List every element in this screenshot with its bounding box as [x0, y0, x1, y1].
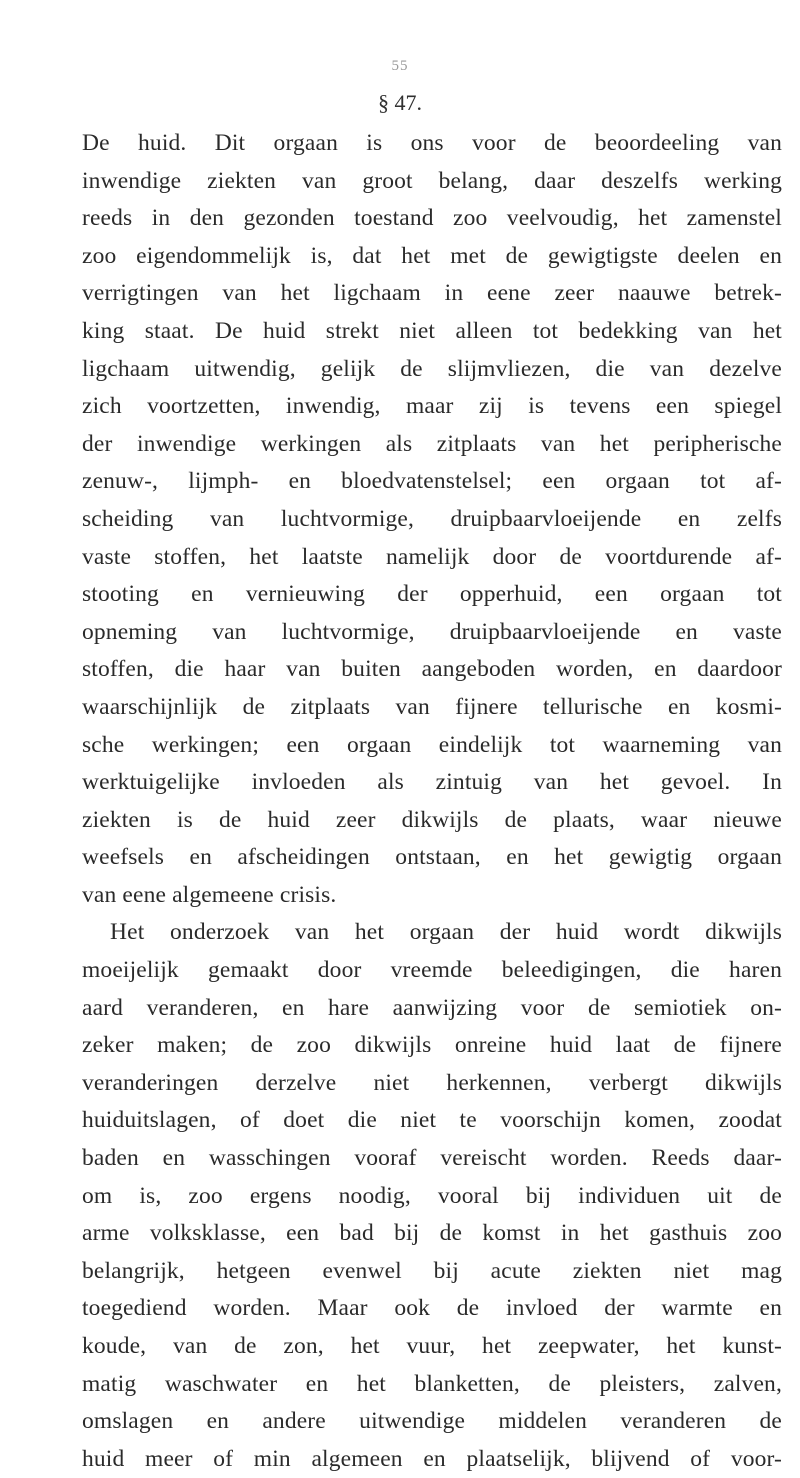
text-line: belangrijk, hetgeen evenwel bij acute ziekten niet mag: [82, 1257, 782, 1284]
text-line: ziekten is de huid zeer dikwijls de plaats, waar nieuwe: [82, 806, 782, 833]
text-line: zoo eigendommelijk is, dat het met de gewigtigste deelen en: [82, 242, 782, 269]
text-line: zeker maken; de zoo dikwijls onreine huid laat de fijnere: [82, 1032, 782, 1059]
text-line: van eene algemeene crisis.: [82, 881, 337, 908]
text-line: huid meer of min algemeen en plaatselijk, blijvend of voor-: [82, 1445, 782, 1472]
text-line: weefsels en afscheidingen ontstaan, en het gewigtig orgaan: [82, 844, 782, 871]
text-line: huiduitslagen, of doet die niet te voorschijn komen, zoodat: [82, 1107, 782, 1134]
text-line: werktuigelijke invloeden als zintuig van het gevoel. In: [82, 769, 782, 796]
text-line: scheiding van luchtvormige, druipbaarvloeijende en zelfs: [82, 505, 782, 532]
text-line: zich voortzetten, inwendig, maar zij is tevens een spiegel: [82, 393, 782, 420]
page-number: 55: [391, 58, 409, 74]
text-line: ligchaam uitwendig, gelijk de slijmvliezen, die van dezelve: [82, 355, 782, 382]
text-line: reeds in den gezonden toestand zoo veelvoudig, het zamenstel: [82, 205, 782, 232]
text-line: vaste stoffen, het laatste namelijk door de voortdurende af-: [82, 543, 782, 570]
text-line: matig waschwater en het blanketten, de pleisters, zalven,: [82, 1370, 782, 1397]
text-line: moeijelijk gemaakt door vreemde beleedigingen, die haren: [82, 957, 782, 984]
text-line: Het onderzoek van het orgaan der huid wordt dikwijls: [110, 919, 782, 946]
text-line: king staat. De huid strekt niet alleen tot bedekking van het: [82, 317, 782, 344]
text-line: waarschijnlijk de zitplaats van fijnere tellurische en kosmi-: [82, 693, 782, 720]
text-line: opneming van luchtvormige, druipbaarvloeijende en vaste: [82, 618, 782, 645]
text-line: sche werkingen; een orgaan eindelijk tot waarneming van: [82, 731, 782, 758]
text-line: om is, zoo ergens noodig, vooral bij individuen uit de: [82, 1182, 782, 1209]
text-line: zenuw-, lijmph- en bloedvatenstelsel; een orgaan tot af-: [82, 468, 782, 495]
text-line: koude, van de zon, het vuur, het zeepwater, het kunst-: [82, 1333, 782, 1359]
body-text: [82, 125, 782, 1478]
text-line: veranderingen derzelve niet herkennen, verbergt dikwijls: [82, 1069, 782, 1096]
text-line: verrigtingen van het ligchaam in eene zeer naauwe betrek-: [82, 280, 782, 307]
section-heading: § 47.: [378, 90, 422, 115]
text-line: toegediend worden. Maar ook de invloed der warmte en: [82, 1295, 782, 1322]
text-line: omslagen en andere uitwendige middelen veranderen de: [82, 1408, 782, 1435]
text-line: stooting en vernieuwing der opperhuid, een orgaan tot: [82, 581, 782, 608]
text-line: baden en wasschingen vooraf vereischt worden. Reeds daar-: [82, 1145, 782, 1172]
text-line: der inwendige werkingen als zitplaats van het peripherische: [82, 430, 782, 457]
text-line: De huid. Dit orgaan is ons voor de beoordeeling van: [82, 130, 782, 156]
text-line: stoffen, die haar van buiten aangeboden worden, en daardoor: [82, 656, 782, 683]
text-line: inwendige ziekten van groot belang, daar deszelfs werking: [82, 167, 782, 194]
text-line: arme volksklasse, een bad bij de komst in het gasthuis zoo: [82, 1220, 782, 1247]
text-line: aard veranderen, en hare aanwijzing voor de semiotiek on-: [82, 994, 782, 1021]
